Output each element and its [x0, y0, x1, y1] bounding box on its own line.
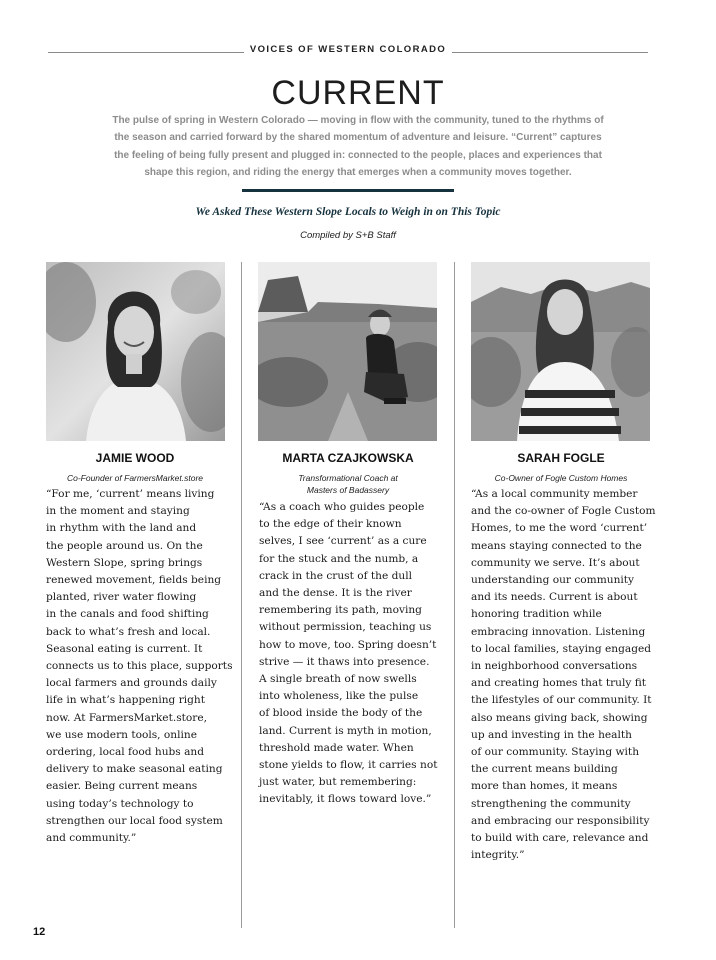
- quote-line: “As a coach who guides people: [259, 501, 425, 513]
- quote-line: and the co-owner of Fogle Custom: [471, 505, 656, 518]
- intro-line: the season and carried forward by the shared momentum of adventure and leisure. “Current” captures: [114, 132, 602, 144]
- quote-line: stone yields to flow, it carries not: [259, 759, 438, 772]
- byline: Compiled by S+B Staff: [300, 230, 396, 241]
- quote-line: planted, river water flowing: [46, 591, 197, 604]
- quote-line: in rhythm with the land and: [46, 522, 197, 535]
- quote-line: and its needs. Current is about: [471, 591, 638, 604]
- profile-name: MARTA CZAJKOWSKA: [282, 451, 414, 465]
- quote-line: how to move, too. Spring doesn’t: [259, 638, 437, 651]
- quote-line: selves, I see ‘current’ as a cure: [259, 535, 427, 548]
- portrait-photo-sarah-fogle: [471, 262, 650, 441]
- quote-line: into wholeness, like the pulse: [259, 690, 419, 703]
- quote-line: A single breath of now swells: [259, 673, 417, 686]
- quote-line: of blood inside the body of the: [259, 707, 423, 720]
- page-title: CURRENT: [271, 74, 445, 112]
- kicker-rule-left: [48, 52, 244, 53]
- quote-line: and the dense. It is the river: [259, 587, 412, 600]
- kicker-rule-right: [452, 52, 648, 53]
- quote-line: without permission, teaching us: [259, 621, 432, 634]
- role-line: Transformational Coach at: [298, 473, 398, 483]
- quote-line: Homes, to me the word ‘current’: [471, 522, 648, 535]
- quote-line: just water, but remembering:: [259, 776, 417, 789]
- quote-line: of our community. Staying with: [471, 746, 640, 759]
- quote-line: to build with care, relevance and: [471, 832, 649, 845]
- profile-quote: [46, 486, 233, 847]
- quote-line: inevitably, it flows toward love.”: [259, 793, 432, 806]
- quote-line: in the moment and staying: [46, 505, 190, 518]
- portrait-photo-marta-czajkowska: [258, 262, 437, 441]
- intro-paragraph: [108, 112, 608, 182]
- quote-line: to the edge of their known: [259, 518, 402, 531]
- quote-line: delivery to make seasonal eating: [46, 763, 223, 776]
- quote-line: ordering, local food hubs and: [46, 746, 205, 759]
- quote-line: also means giving back, showing: [471, 711, 648, 724]
- section-subtitle: We Asked These Western Slope Locals to Weigh in on This Topic: [195, 206, 501, 218]
- section-kicker: VOICES OF WESTERN COLORADO: [249, 44, 447, 55]
- quote-line: the lifestyles of our community. It: [471, 694, 652, 707]
- quote-line: “As a local community member: [471, 488, 638, 500]
- role-line: Co-Founder of FarmersMarket.store: [66, 473, 204, 483]
- profile-quote: [259, 499, 439, 809]
- quote-line: we use modern tools, online: [46, 728, 197, 741]
- quote-line: the current means building: [471, 763, 618, 776]
- quote-line: back to what’s fresh and local.: [46, 625, 211, 638]
- quote-line: Seasonal eating is current. It: [46, 642, 203, 655]
- quote-line: strive — it thaws into presence.: [259, 655, 430, 668]
- quote-line: now. At FarmersMarket.store,: [46, 711, 207, 724]
- quote-line: and community.”: [46, 832, 137, 845]
- quote-line: in neighborhood conversations: [471, 660, 638, 673]
- role-line: Co-Owner of Fogle Custom Homes: [494, 473, 628, 483]
- column-divider: [454, 262, 455, 928]
- quote-line: local farmers and grounds daily: [46, 677, 217, 690]
- quote-line: easier. Being current means: [46, 780, 198, 793]
- role-line: Masters of Badassery: [306, 484, 390, 495]
- quote-line: to local families, staying engaged: [471, 642, 652, 655]
- page-number: 12: [33, 926, 46, 938]
- column-divider: [241, 262, 242, 928]
- quote-line: and embracing our responsibility: [471, 814, 650, 827]
- quote-line: up and investing in the health: [471, 728, 632, 741]
- quote-line: Western Slope, spring brings: [46, 556, 203, 569]
- quote-line: strengthening the community: [471, 797, 631, 810]
- intro-line: shape this region, and riding the energy that emerges when a community moves together.: [144, 167, 572, 179]
- quote-line: community we serve. It’s about: [471, 556, 640, 569]
- kicker-row: [48, 44, 648, 60]
- quote-line: the people around us. On the: [46, 539, 203, 552]
- profile-name: SARAH FOGLE: [517, 451, 605, 465]
- quote-line: more than homes, it means: [471, 780, 618, 793]
- profile-quote: [471, 486, 656, 864]
- intro-line: the feeling of being fully present and plugged in: connected to the people, places and experiences that: [114, 149, 602, 161]
- accent-rule: [242, 189, 454, 192]
- profile-role: [471, 473, 651, 485]
- quote-line: connects us to this place, supports: [46, 660, 233, 673]
- quote-line: land. Current is myth in motion,: [259, 724, 432, 737]
- profile-role: [258, 473, 438, 496]
- quote-line: remembering its path, moving: [259, 604, 422, 617]
- quote-line: embracing innovation. Listening: [471, 625, 646, 638]
- quote-line: understanding our community: [471, 574, 635, 587]
- quote-line: strengthen our local food system: [46, 814, 223, 827]
- quote-line: life in what’s happening right: [46, 694, 206, 707]
- quote-line: for the stuck and the numb, a: [259, 552, 419, 565]
- quote-line: and creating homes that truly fit: [471, 677, 647, 690]
- quote-line: means staying connected to the: [471, 539, 642, 552]
- quote-line: threshold made water. When: [259, 741, 414, 754]
- quote-line: honoring tradition while: [471, 608, 602, 621]
- quote-line: integrity.”: [471, 849, 525, 862]
- profile-role: [45, 473, 225, 485]
- profile-name: JAMIE WOOD: [95, 451, 175, 465]
- quote-line: using today’s technology to: [46, 797, 194, 810]
- quote-line: crack in the crust of the dull: [259, 569, 412, 582]
- quote-line: “For me, ‘current’ means living: [46, 488, 215, 500]
- portrait-photo-jamie-wood: [46, 262, 225, 441]
- quote-line: in the canals and food shifting: [46, 608, 209, 621]
- intro-line: The pulse of spring in Western Colorado — moving in flow with the community, tuned to the rhythms of: [112, 115, 604, 126]
- quote-line: renewed movement, fields being: [46, 574, 222, 587]
